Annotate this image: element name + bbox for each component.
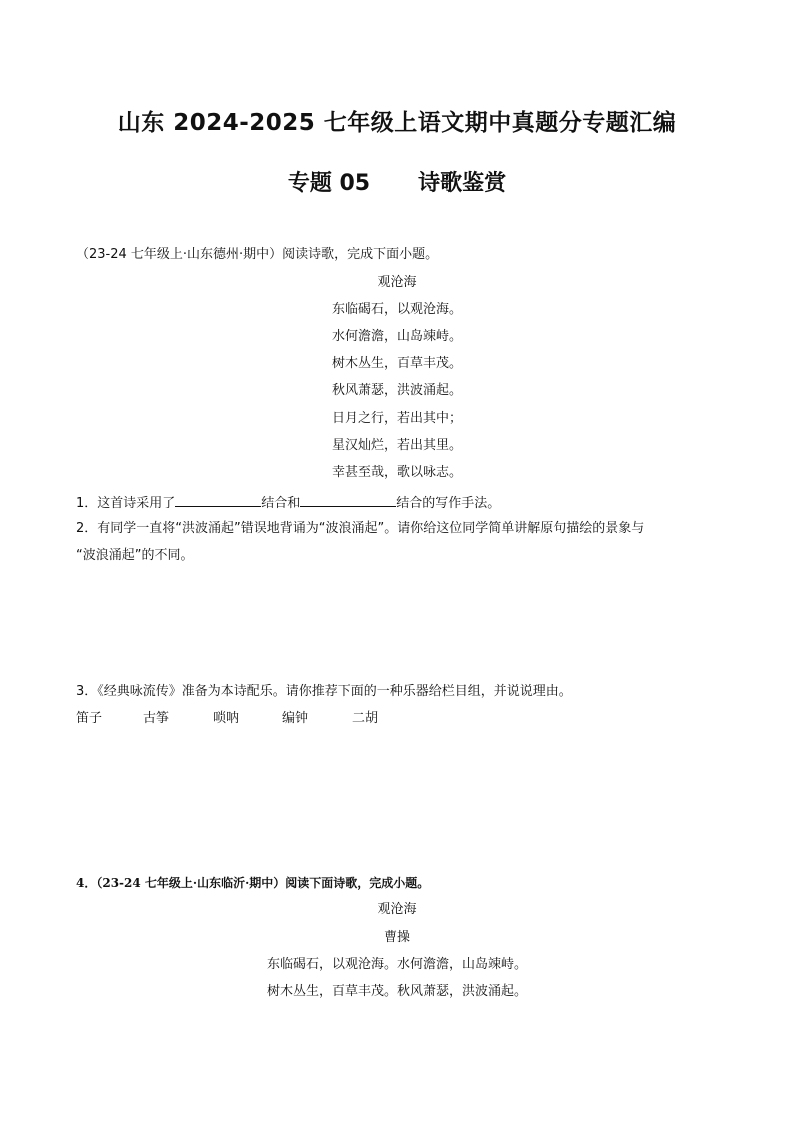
question-source: （23-24 七年级上·山东德州·期中）阅读诗歌，完成下面小题。 bbox=[76, 247, 439, 262]
answer-blank-1[interactable] bbox=[175, 492, 261, 507]
question-4: 4．（23-24 七年级上·山东临沂·期中）阅读下面诗歌，完成小题。 bbox=[76, 876, 430, 890]
question-2-line-2: “波浪涌起”的不同。 bbox=[76, 548, 194, 563]
poem-line: 水何澹澹，山岛竦峙。 bbox=[331, 329, 462, 344]
poem-line: 幸甚至哉，歌以咏志。 bbox=[331, 465, 462, 480]
question-1 bbox=[76, 492, 500, 513]
poem-line: 东临碣石，以观沧海。 bbox=[331, 302, 462, 317]
poem-line: 树木丛生，百草丰茂。 bbox=[331, 356, 462, 371]
question-1-suffix: 结合的写作手法。 bbox=[396, 496, 501, 511]
question-3: 3．《经典咏流传》准备为本诗配乐。请你推荐下面的一种乐器给栏目组，并说说理由。 bbox=[76, 684, 572, 699]
question-1-middle: 结合和 bbox=[261, 496, 301, 511]
poem-line: 星汉灿烂，若出其里。 bbox=[331, 438, 462, 453]
page-title: 山东 2024-2025 七年级上语文期中真题分专题汇编 bbox=[117, 110, 677, 136]
instrument-option: 笛子 bbox=[76, 711, 103, 726]
answer-blank-2[interactable] bbox=[300, 492, 396, 507]
poem-line: 树木丛生，百草丰茂。秋风萧瑟，洪波涌起。 bbox=[266, 984, 527, 999]
poem-line: 东临碣石，以观沧海。水何澹澹，山岛竦峙。 bbox=[266, 957, 527, 972]
instrument-option: 二胡 bbox=[352, 711, 379, 726]
question-2-line-1: 2．有同学一直将“洪波涌起”错误地背诵为“波浪涌起”。请你给这位同学简单讲解原句描绘的景象与 bbox=[76, 521, 645, 536]
instrument-option: 编钟 bbox=[282, 711, 309, 726]
subtitle-number: 专题 05 bbox=[287, 171, 371, 196]
poem-line: 日月之行，若出其中； bbox=[331, 411, 462, 426]
poem-title: 观沧海 bbox=[377, 275, 417, 290]
question-1-prefix: 1．这首诗采用了 bbox=[76, 496, 176, 511]
poem-author: 曹操 bbox=[383, 930, 410, 945]
subtitle-topic: 诗歌鉴赏 bbox=[418, 171, 507, 196]
instrument-option: 唢呐 bbox=[213, 711, 240, 726]
instrument-option: 古筝 bbox=[143, 711, 170, 726]
poem-title-2: 观沧海 bbox=[377, 902, 417, 917]
page-subtitle bbox=[0, 166, 794, 197]
poem-line: 秋风萧瑟，洪波涌起。 bbox=[331, 383, 462, 398]
